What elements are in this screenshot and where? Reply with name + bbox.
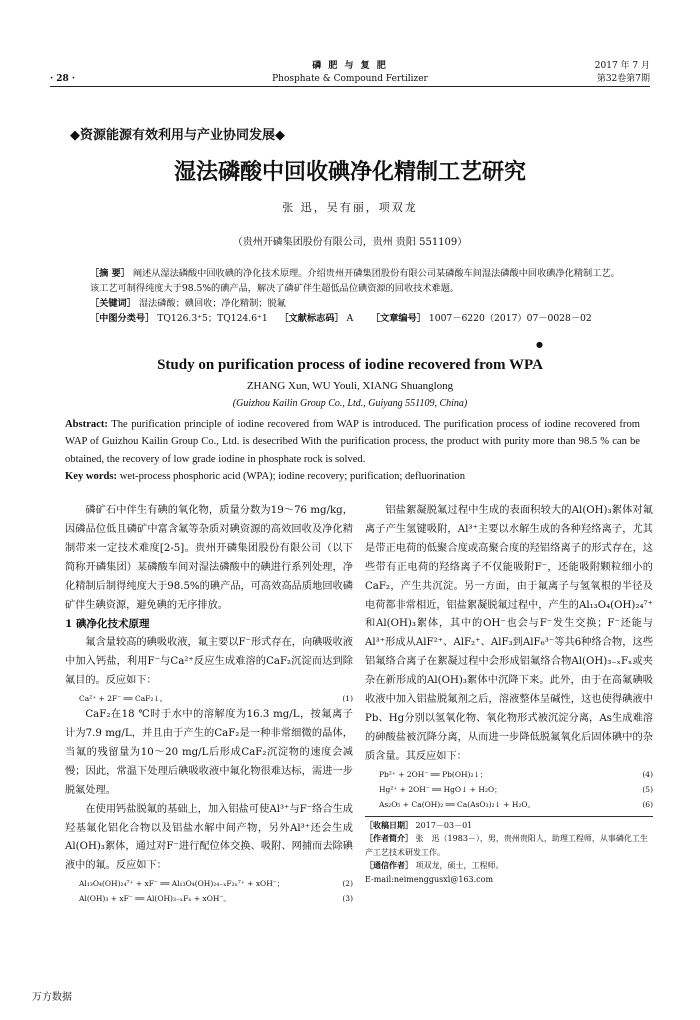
- equation-text: Al₁₃O₄(OH)₂₄⁷⁺ + xF⁻ ══ Al₁₃O₄(OH)₂₄₋ₓF₂ₓ⁷⁺ + xOH⁻；: [79, 879, 285, 889]
- english-abstract-label: Abstract:: [65, 419, 108, 430]
- corr-text: 项双龙，硕士，工程师。: [415, 861, 504, 871]
- equation-text: Al(OH)₃ + xF⁻ ══ Al(OH)₃₋ₓFₓ + xOH⁻。: [79, 894, 231, 904]
- abstract-cn-body: [90, 266, 622, 296]
- body-column-left: [65, 502, 353, 906]
- abstract-cn: [90, 266, 622, 326]
- footer-watermark: 万方数据: [32, 992, 72, 1003]
- article-no-value: 1007－6220（2017）07－0028－02: [428, 313, 592, 324]
- keywords-cn: [90, 296, 622, 311]
- equation: [365, 782, 653, 797]
- equation: [65, 891, 353, 906]
- classification-line: [90, 311, 622, 326]
- english-affiliation: (Guizhou Kailin Group Co., Ltd., Guiyang 551109, China): [232, 398, 468, 409]
- clc-label: ［中图分类号］: [90, 313, 155, 324]
- running-header: [50, 56, 650, 87]
- section-label: ◆资源能源有效利用与产业协同发展◆: [70, 128, 285, 143]
- section-heading: 1 碘净化技术原理: [65, 618, 150, 631]
- keywords-cn-label: ［关键词］: [90, 298, 136, 309]
- issue-volume: 第32卷第7期: [596, 74, 650, 84]
- article-no-label: ［文章编号］: [370, 313, 426, 324]
- body-paragraph: 磷矿石中伴生有碘的氧化物，质量分数为19～76 mg/kg，因磷品位低且磷矿中富含氟等杂质对碘资源的高效回收及净化精制带来一定技术难度[2-5]。贵州开磷集团股份有限公司（以下简称开磷集团）某磷酸车间对湿法磷酸中的碘进行系列处理，净化精制后制得纯度大于98.5%的碘产品，可高效高品质地回收磷矿伴生碘资源，避免碘的无序排放。: [65, 505, 353, 611]
- body-paragraph: CaF₂在18 ℃时于水中的溶解度为16.3 mg/L，按氟离子计为7.9 mg/L，并且由于产生的CaF₂是一种非常细微的晶体，当氟的残留量为10～20 mg/L后形成CaF₂沉淀物的速度会减慢；因此，常温下处理后碘吸收液中氟化物很难达标，需进一步脱氟处理。: [65, 709, 353, 796]
- issue-date: 2017 年 7 月: [594, 61, 650, 71]
- authors: 张 迅，吴有丽，项双龙: [282, 201, 418, 214]
- abstract-cn-text: 阐述从湿法磷酸中回收碘的净化技术原理。介绍贵州开磷集团股份有限公司某磷酸车间湿法磷酸中回收碘净化精制工艺。该工艺可制得纯度大于98.5%的碘产品，解决了磷矿伴生超低品位碘资源的回收技术难题。: [90, 268, 620, 294]
- equation: [365, 767, 653, 782]
- corresponding-author: [365, 859, 653, 873]
- english-keywords: [65, 468, 640, 485]
- received-label: ［收稿日期］: [365, 819, 413, 830]
- english-abstract: [65, 416, 640, 486]
- footnotes: [365, 816, 653, 887]
- author-bio-label: ［作者简介］: [365, 833, 413, 844]
- corr-label: ［通信作者］: [365, 860, 413, 871]
- equation-text: Pb²⁺ + 2OH⁻ ══ Pb(OH)₂↓；: [379, 769, 488, 779]
- bullet-mark: ●: [536, 340, 543, 349]
- equation-number: (4): [642, 769, 653, 779]
- issue-info: [595, 60, 650, 86]
- email: E-mail:neimenggusxl@163.com: [365, 874, 494, 884]
- equation: [365, 797, 653, 812]
- doc-code-value: A: [346, 313, 354, 324]
- equation-number: (5): [642, 784, 653, 794]
- journal-name: [50, 60, 650, 86]
- body-paragraph: 在使用钙盐脱氟的基础上，加入铝盐可使Al³⁺与F⁻络合生成羟基氟化铝化合物以及铝盐水解中间产物，另外Al³⁺还会生成Al(OH)₃絮体，通过对F⁻进行配位体交换、吸附、网捕而去除碘液中的氟。反应如下：: [65, 803, 353, 872]
- body-paragraph: 氟含量较高的碘吸收液，氟主要以F⁻形式存在，向碘吸收液中加入钙盐，利用F⁻与Ca²⁺反应生成难溶的CaF₂沉淀而达到除氟目的。反应如下：: [65, 637, 353, 687]
- author-bio: [365, 832, 653, 859]
- english-keywords-text: wet-process phosphoric acid (WPA); iodine recovery; purification; defluorination: [119, 471, 466, 483]
- keywords-cn-text: 湿法磷酸；碘回收；净化精制；脱氟: [138, 298, 286, 309]
- journal-name-cn: 磷 肥 与 复 肥: [312, 61, 388, 71]
- equation-number: (2): [342, 879, 353, 889]
- english-abstract-text: The purification principle of iodine recovered from WAP is introduced. The purification process of iodine recovered from WAP of Guizhou Kailin Group Co., Ltd. is desecribed With the purification process, the product with purity more than 98.5 % can be obtained, the recovery of low grade iodine in phosphate rock is solved.: [65, 419, 640, 465]
- equation-text: As₂O₅ + Ca(OH)₂ ══ Ca(AsO₃)₂↓ + H₂O。: [379, 799, 536, 809]
- doc-code-label: ［文献标志码］: [279, 313, 344, 324]
- body-column-right: [365, 502, 653, 886]
- equation: [65, 691, 353, 706]
- author-bio-text: 张 迅（1983－），男，贵州贵阳人，助理工程师，从事磷化工生产工艺技术研发工作。: [365, 834, 648, 857]
- equation-text: Hg²⁺ + 2OH⁻ ══ HgO↓ + H₂O；: [379, 784, 502, 794]
- equation-text: Ca²⁺ + 2F⁻ ══ CaF₂↓。: [79, 694, 168, 704]
- page-number: · 28 ·: [50, 74, 76, 84]
- journal-name-en: Phosphate & Compound Fertilizer: [272, 74, 428, 84]
- english-authors: ZHANG Xun, WU Youli, XIANG Shuanglong: [246, 380, 454, 392]
- abstract-cn-label: ［摘 要］: [90, 268, 130, 279]
- equation-number: (1): [342, 694, 353, 704]
- affiliation: （贵州开磷集团股份有限公司，贵州 贵阳 551109）: [232, 237, 468, 248]
- english-abstract-body: [65, 416, 640, 468]
- english-title: Study on purification process of iodine recovered from WPA: [157, 357, 543, 373]
- body-paragraph: 铝盐絮凝脱氟过程中生成的表面积较大的Al(OH)₃絮体对氟离子产生氢键吸附，Al³⁺主要以水解生成的各种羟络离子，尤其是带正电荷的低聚合度或高聚合度的羟铝络离子的形式存在，这些带有正电荷的羟络离子不仅能吸附F⁻，还能吸附颗粒细小的CaF₂，产生共沉淀。另一方面，由于氟离子与氢氧根的半径及电荷都非常相近，铝盐絮凝脱氟过程中，产生的Al₁₃O₄(OH)₂₄⁷⁺和Al(OH)₃絮体，其中的OH⁻也会与F⁻发生交换；F⁻还能与Al³⁺形成从AlF²⁺、AlF₂⁺、AlF₃到AlF₆³⁻等共6种络合物，这些铝氟络合离子在絮凝过程中会形成铝氟络合物Al(OH)₃₋ₓFₓ或夹杂在新形成的Al(OH)₃絮体中沉降下来。此外，由于在高氟碘吸收液中加入铝盐脱氟剂之后，溶液整体呈碱性，这也使得碘液中Pb、Hg分别以氢氧化物、氧化物形式被沉淀分离，As生成难溶的砷酸盐被沉降分离，从而进一步降低脱氟氧化后固体碘中的杂质含量。其反应如下：: [365, 505, 653, 762]
- equation-number: (6): [642, 799, 653, 809]
- equation: [65, 876, 353, 891]
- received-value: 2017－03－01: [415, 820, 473, 830]
- equation-number: (3): [342, 894, 353, 904]
- english-keywords-label: Key words:: [65, 471, 118, 483]
- paper-title: 湿法磷酸中回收碘净化精制工艺研究: [173, 159, 526, 185]
- received-date: [365, 819, 653, 833]
- clc-value: TQ126.3⁺5；TQ124.6⁺1: [157, 313, 268, 324]
